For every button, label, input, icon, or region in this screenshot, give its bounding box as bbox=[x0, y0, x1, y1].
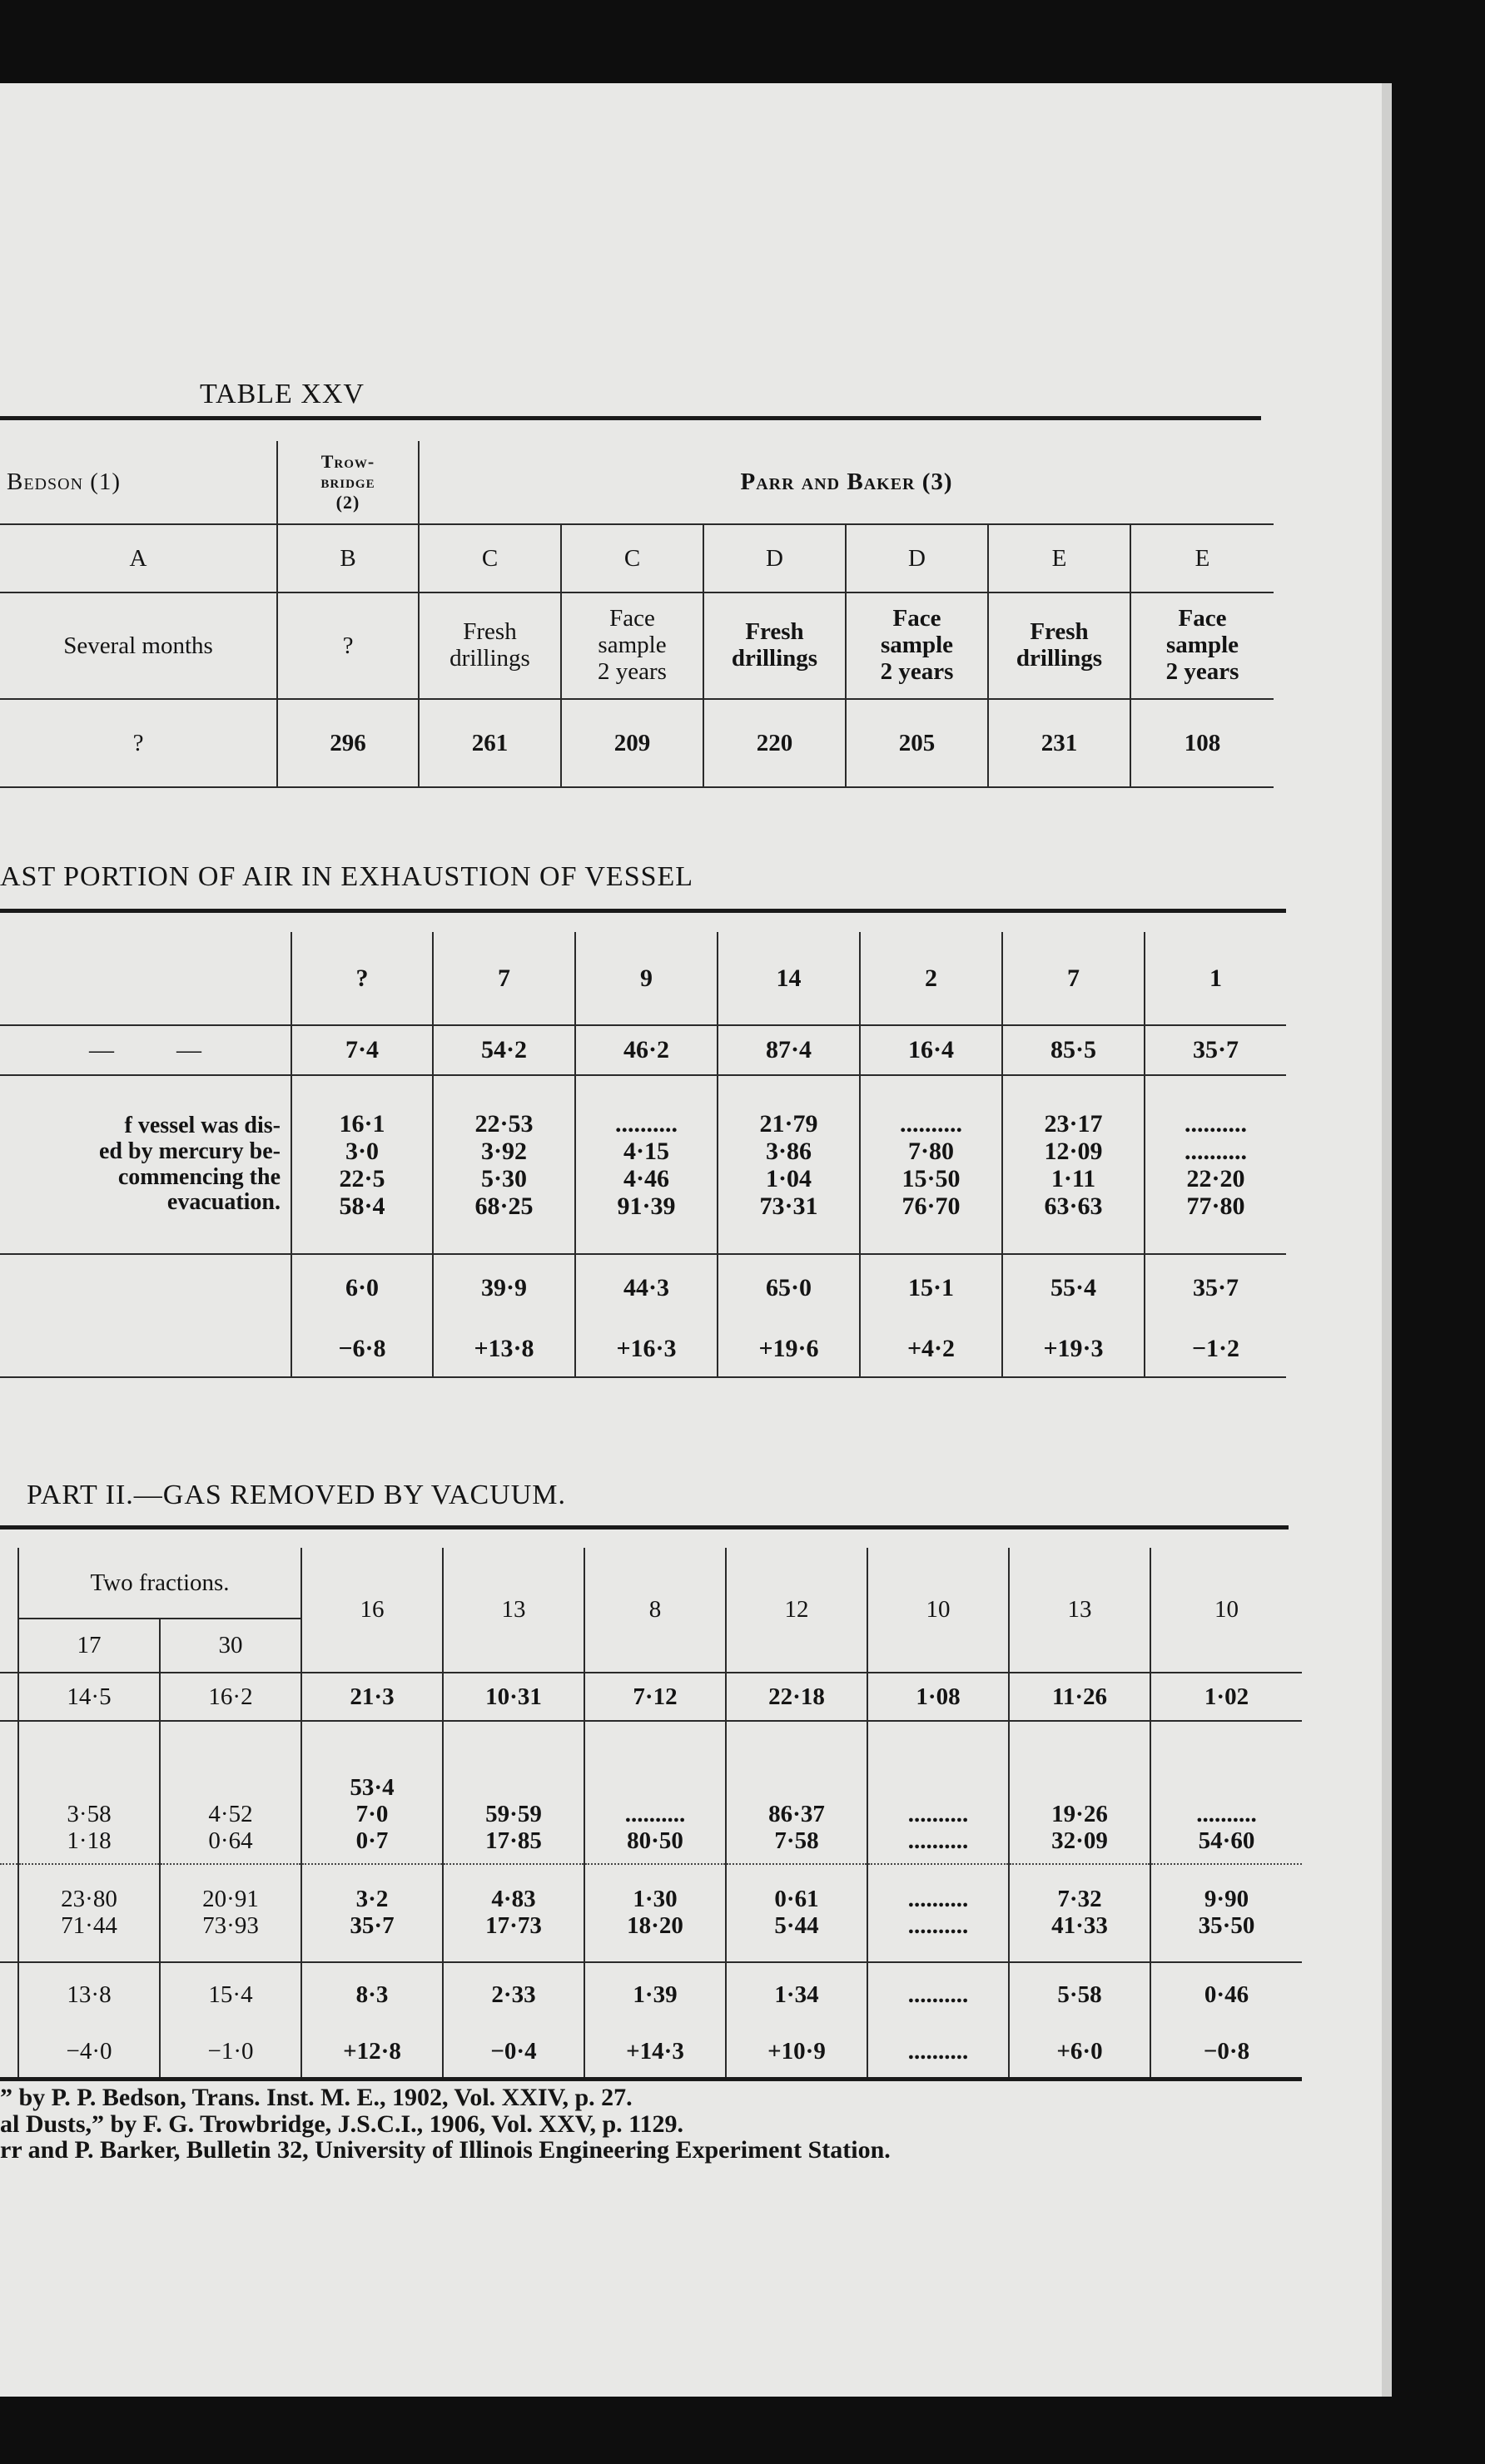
blank-cell bbox=[0, 1673, 18, 1721]
upper-cell: 86·37 7·58 bbox=[726, 1721, 867, 1864]
total-cell: 6·0 bbox=[291, 1254, 433, 1321]
lower-cell: 0·61 5·44 bbox=[726, 1864, 867, 1962]
row-label: — — bbox=[0, 1025, 291, 1075]
table-part1 bbox=[0, 441, 1274, 788]
value-cell: 205 bbox=[846, 699, 988, 787]
description-cell: Fresh drillings bbox=[703, 592, 846, 699]
label-cell: B bbox=[277, 524, 419, 592]
description-cell: Face sample 2 years bbox=[846, 592, 988, 699]
label-cell: E bbox=[1130, 524, 1274, 592]
lower-cell: 23·80 71·44 bbox=[18, 1864, 160, 1962]
description-cell: Face sample 2 years bbox=[1130, 592, 1274, 699]
total-cell: 44·3 bbox=[575, 1254, 718, 1321]
lower-cell: 7·32 41·33 bbox=[1009, 1864, 1150, 1962]
total-cell: .......... bbox=[867, 1962, 1009, 2027]
diff-cell: −0·4 bbox=[443, 2027, 584, 2079]
total-cell: 0·46 bbox=[1150, 1962, 1302, 2027]
data-cell: 16·4 bbox=[860, 1025, 1002, 1075]
section-heading-exhaustion: AST PORTION OF AIR IN EXHAUSTION OF VESSEL bbox=[0, 861, 694, 892]
lower-cell: 4·83 17·73 bbox=[443, 1864, 584, 1962]
lower-cell: 20·91 73·93 bbox=[160, 1864, 301, 1962]
diff-cell: +14·3 bbox=[584, 2027, 726, 2079]
upper-cell: 19·26 32·09 bbox=[1009, 1721, 1150, 1864]
table-part1-exhaustion bbox=[0, 932, 1286, 1378]
value-cell: 220 bbox=[703, 699, 846, 787]
upper-cell: 4·52 0·64 bbox=[160, 1721, 301, 1864]
total-cell: 15·4 bbox=[160, 1962, 301, 2027]
data-cell: 10·31 bbox=[443, 1673, 584, 1721]
total-cell: 1·34 bbox=[726, 1962, 867, 2027]
data-cell: 21·3 bbox=[301, 1673, 443, 1721]
data-cell: 11·26 bbox=[1009, 1673, 1150, 1721]
label-cell: E bbox=[988, 524, 1130, 592]
count-cell: 2 bbox=[860, 932, 1002, 1025]
top-rule bbox=[0, 416, 1261, 420]
total-cell: 8·3 bbox=[301, 1962, 443, 2027]
blank-cell bbox=[0, 1619, 18, 1673]
description-cell: ? bbox=[277, 592, 419, 699]
total-cell: 2·33 bbox=[443, 1962, 584, 2027]
header-trowbridge: Trow- bridge (2) bbox=[277, 441, 419, 524]
data-cell: 7·4 bbox=[291, 1025, 433, 1075]
composition-cell: .......... 7·80 15·50 76·70 bbox=[860, 1075, 1002, 1254]
section-heading-vacuum: PART II.—GAS REMOVED BY VACUUM. bbox=[27, 1480, 566, 1510]
section3-rule bbox=[0, 1525, 1289, 1529]
description-cell: Face sample 2 years bbox=[561, 592, 703, 699]
data-cell: 85·5 bbox=[1002, 1025, 1145, 1075]
diff-cell: +19·3 bbox=[1002, 1321, 1145, 1377]
upper-cell: 3·58 1·18 bbox=[18, 1721, 160, 1864]
lower-cell: 1·30 18·20 bbox=[584, 1864, 726, 1962]
blank-cell bbox=[0, 932, 291, 1025]
total-cell: 5·58 bbox=[1009, 1962, 1150, 2027]
count-cell: ? bbox=[291, 932, 433, 1025]
data-cell: 1·02 bbox=[1150, 1673, 1302, 1721]
upper-cell: 53·4 7·0 0·7 bbox=[301, 1721, 443, 1864]
label-cell: C bbox=[419, 524, 561, 592]
blank-cell bbox=[0, 1254, 291, 1321]
two-fractions-header: Two fractions. bbox=[18, 1548, 301, 1619]
label-cell: D bbox=[846, 524, 988, 592]
total-cell: 65·0 bbox=[718, 1254, 860, 1321]
count-cell: 9 bbox=[575, 932, 718, 1025]
count-cell: 10 bbox=[1150, 1548, 1302, 1673]
upper-cell: .......... .......... bbox=[867, 1721, 1009, 1864]
lower-cell: 9·90 35·50 bbox=[1150, 1864, 1302, 1962]
diff-cell: +6·0 bbox=[1009, 2027, 1150, 2079]
total-cell: 13·8 bbox=[18, 1962, 160, 2027]
section2-rule bbox=[0, 909, 1286, 913]
composition-cell: 23·17 12·09 1·11 63·63 bbox=[1002, 1075, 1145, 1254]
label-cell: D bbox=[703, 524, 846, 592]
blank-cell bbox=[0, 1548, 18, 1619]
count-cell: 13 bbox=[443, 1548, 584, 1673]
count-cell: 16 bbox=[301, 1548, 443, 1673]
lower-cell: .......... .......... bbox=[867, 1864, 1009, 1962]
diff-cell: .......... bbox=[867, 2027, 1009, 2079]
diff-cell: +4·2 bbox=[860, 1321, 1002, 1377]
diff-cell: −4·0 bbox=[18, 2027, 160, 2079]
count-cell: 30 bbox=[160, 1619, 301, 1673]
data-cell: 16·2 bbox=[160, 1673, 301, 1721]
footnote-2: al Dusts,” by F. G. Trowbridge, J.S.C.I., 1906, Vol. XXV, p. 1129. bbox=[0, 2110, 684, 2138]
data-cell: 1·08 bbox=[867, 1673, 1009, 1721]
composition-cell: .......... 4·15 4·46 91·39 bbox=[575, 1075, 718, 1254]
count-cell: 17 bbox=[18, 1619, 160, 1673]
count-cell: 7 bbox=[433, 932, 575, 1025]
blank-cell bbox=[0, 1721, 18, 1864]
diff-cell: +16·3 bbox=[575, 1321, 718, 1377]
diff-cell: +13·8 bbox=[433, 1321, 575, 1377]
diff-cell: +19·6 bbox=[718, 1321, 860, 1377]
total-cell: 55·4 bbox=[1002, 1254, 1145, 1321]
blank-cell bbox=[0, 1864, 18, 1962]
header-parr-baker: Parr and Baker (3) bbox=[419, 441, 1274, 524]
count-cell: 8 bbox=[584, 1548, 726, 1673]
composition-cell: 21·79 3·86 1·04 73·31 bbox=[718, 1075, 860, 1254]
data-cell: 22·18 bbox=[726, 1673, 867, 1721]
total-cell: 15·1 bbox=[860, 1254, 1002, 1321]
diff-cell: −1·2 bbox=[1145, 1321, 1286, 1377]
data-cell: 87·4 bbox=[718, 1025, 860, 1075]
count-cell: 1 bbox=[1145, 932, 1286, 1025]
upper-cell: 59·59 17·85 bbox=[443, 1721, 584, 1864]
value-cell: 209 bbox=[561, 699, 703, 787]
description-cell: Fresh drillings bbox=[419, 592, 561, 699]
label-cell: A bbox=[0, 524, 277, 592]
count-cell: 7 bbox=[1002, 932, 1145, 1025]
data-cell: 35·7 bbox=[1145, 1025, 1286, 1075]
value-cell: 108 bbox=[1130, 699, 1274, 787]
total-cell: 35·7 bbox=[1145, 1254, 1286, 1321]
count-cell: 12 bbox=[726, 1548, 867, 1673]
label-cell: C bbox=[561, 524, 703, 592]
blank-cell bbox=[0, 1962, 18, 2027]
data-cell: 7·12 bbox=[584, 1673, 726, 1721]
blank-cell bbox=[0, 1321, 291, 1377]
composition-cell: 16·1 3·0 22·5 58·4 bbox=[291, 1075, 433, 1254]
count-cell: 10 bbox=[867, 1548, 1009, 1673]
diff-cell: −6·8 bbox=[291, 1321, 433, 1377]
diff-cell: −0·8 bbox=[1150, 2027, 1302, 2079]
diff-cell: −1·0 bbox=[160, 2027, 301, 2079]
lower-cell: 3·2 35·7 bbox=[301, 1864, 443, 1962]
diff-cell: +10·9 bbox=[726, 2027, 867, 2079]
description-cell: Fresh drillings bbox=[988, 592, 1130, 699]
upper-cell: .......... 80·50 bbox=[584, 1721, 726, 1864]
diff-cell: +12·8 bbox=[301, 2027, 443, 2079]
table-part2-vacuum bbox=[0, 1548, 1302, 2081]
value-cell: 296 bbox=[277, 699, 419, 787]
data-cell: 46·2 bbox=[575, 1025, 718, 1075]
vessel-note: f vessel was dis- ed by mercury be- commencing the evacuation. bbox=[0, 1075, 291, 1254]
footnotes bbox=[0, 2085, 891, 2164]
data-cell: 54·2 bbox=[433, 1025, 575, 1075]
footnote-1: ” by P. P. Bedson, Trans. Inst. M. E., 1902, Vol. XXIV, p. 27. bbox=[0, 2084, 633, 2111]
blank-cell bbox=[0, 2027, 18, 2079]
description-cell: Several months bbox=[0, 592, 277, 699]
composition-cell: .......... .......... 22·20 77·80 bbox=[1145, 1075, 1286, 1254]
data-cell: 14·5 bbox=[18, 1673, 160, 1721]
page-edge bbox=[1382, 83, 1392, 2397]
composition-cell: 22·53 3·92 5·30 68·25 bbox=[433, 1075, 575, 1254]
total-cell: 1·39 bbox=[584, 1962, 726, 2027]
count-cell: 13 bbox=[1009, 1548, 1150, 1673]
value-cell: 231 bbox=[988, 699, 1130, 787]
table-title: TABLE XXV bbox=[200, 379, 365, 409]
count-cell: 14 bbox=[718, 932, 860, 1025]
footnote-3: rr and P. Barker, Bulletin 32, University of Illinois Engineering Experiment Station. bbox=[0, 2136, 891, 2164]
total-cell: 39·9 bbox=[433, 1254, 575, 1321]
value-cell: ? bbox=[0, 699, 277, 787]
value-cell: 261 bbox=[419, 699, 561, 787]
header-bedson: Bedson (1) bbox=[0, 441, 277, 524]
upper-cell: .......... 54·60 bbox=[1150, 1721, 1302, 1864]
